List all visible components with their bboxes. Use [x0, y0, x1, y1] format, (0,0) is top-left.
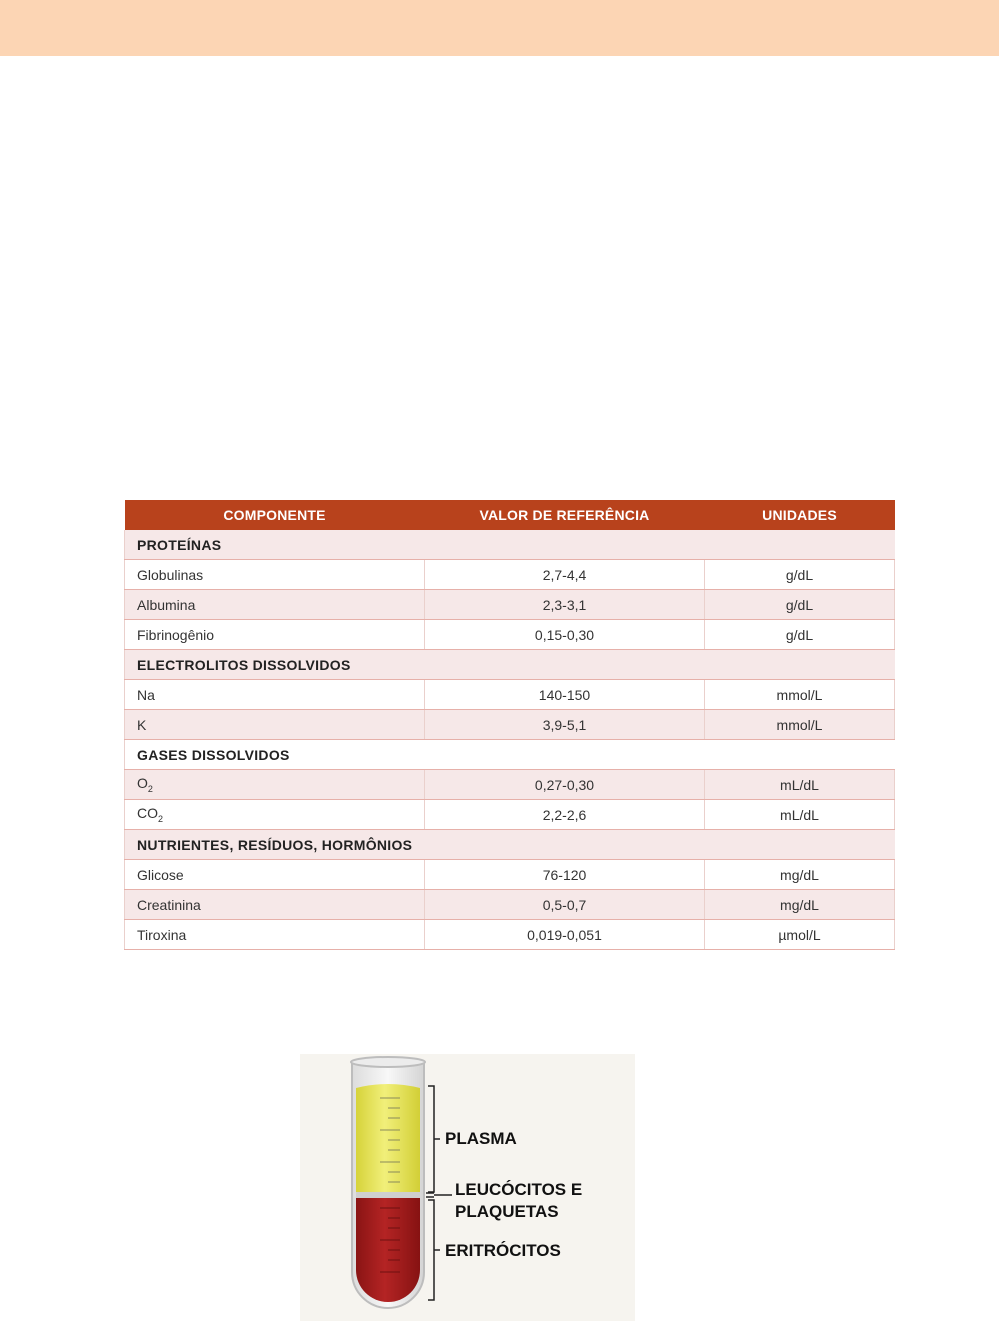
header-units: UNIDADES: [705, 500, 895, 530]
component-name: [125, 620, 425, 650]
unit-value: mL/dL: [705, 800, 895, 830]
table-body: [125, 530, 895, 950]
unit-value: mmol/L: [705, 710, 895, 740]
unit-value: mmol/L: [705, 680, 895, 710]
unit-value: mg/dL: [705, 890, 895, 920]
reference-value: 0,27-0,30: [425, 770, 705, 800]
component-name: [125, 890, 425, 920]
component-name-text: Glicose: [137, 866, 184, 883]
table-row: [125, 560, 895, 590]
unit-value: mL/dL: [705, 770, 895, 800]
component-subscript: 2: [147, 783, 153, 794]
component-name-text: O: [137, 775, 148, 792]
table-row: [125, 920, 895, 950]
component-name-text: Na: [137, 686, 155, 703]
reference-value: 2,7-4,4: [425, 560, 705, 590]
plasma-layer: [356, 1084, 420, 1194]
component-name-text: Albumina: [137, 596, 196, 613]
section-title: NUTRIENTES, RESÍDUOS, HORMÔNIOS: [125, 830, 895, 860]
section-title: PROTEÍNAS: [125, 530, 895, 560]
reference-value: 76-120: [425, 860, 705, 890]
unit-value: mg/dL: [705, 860, 895, 890]
table-row: [125, 590, 895, 620]
table-row: [125, 860, 895, 890]
header-component: COMPONENTE: [125, 500, 425, 530]
erythrocytes-label: ERITRÓCITOS: [445, 1241, 561, 1260]
tube-rim: [351, 1057, 425, 1067]
unit-value: g/dL: [705, 590, 895, 620]
component-name: [125, 710, 425, 740]
unit-value: g/dL: [705, 620, 895, 650]
component-name-text: Fibrinogênio: [137, 626, 215, 643]
table-section-row: [125, 650, 895, 680]
component-subscript: 2: [158, 813, 164, 824]
section-title: ELECTROLITOS DISSOLVIDOS: [125, 650, 895, 680]
table-row: [125, 890, 895, 920]
component-name: [125, 560, 425, 590]
component-name-text: Tiroxina: [137, 926, 187, 943]
unit-value: g/dL: [705, 560, 895, 590]
header-band: [0, 0, 999, 56]
component-name: [125, 680, 425, 710]
plasma-label: PLASMA: [445, 1129, 517, 1148]
test-tube-figure: [300, 1054, 635, 1321]
unit-value: µmol/L: [705, 920, 895, 950]
table-header-row: [125, 500, 895, 530]
layer-brackets: [426, 1086, 452, 1300]
reference-value: 2,3-3,1: [425, 590, 705, 620]
component-name-text: Creatinina: [137, 896, 201, 913]
table-row: [125, 770, 895, 800]
component-name: [125, 860, 425, 890]
reference-value: 2,2-2,6: [425, 800, 705, 830]
reference-value: 0,15-0,30: [425, 620, 705, 650]
buffy-coat-label-line1: LEUCÓCITOS E: [455, 1180, 583, 1199]
table-row: [125, 680, 895, 710]
buffy-coat-label-line2: PLAQUETAS: [455, 1202, 559, 1221]
component-name-text: K: [137, 716, 147, 733]
component-name-text: CO: [137, 805, 158, 822]
header-reference: VALOR DE REFERÊNCIA: [425, 500, 705, 530]
reference-value: 3,9-5,1: [425, 710, 705, 740]
reference-value: 0,5-0,7: [425, 890, 705, 920]
table-row: [125, 620, 895, 650]
table-section-row: [125, 530, 895, 560]
buffy-coat-layer: [356, 1192, 420, 1198]
component-name: [125, 590, 425, 620]
component-name: [125, 770, 425, 800]
section-title: GASES DISSOLVIDOS: [125, 740, 895, 770]
table-section-row: [125, 740, 895, 770]
table-section-row: [125, 830, 895, 860]
component-name: [125, 800, 425, 830]
table-row: [125, 800, 895, 830]
table-row: [125, 710, 895, 740]
blood-plasma-reference-table: [124, 500, 895, 950]
reference-value: 0,019-0,051: [425, 920, 705, 950]
component-name: [125, 920, 425, 950]
component-name-text: Globulinas: [137, 566, 204, 583]
reference-value: 140-150: [425, 680, 705, 710]
